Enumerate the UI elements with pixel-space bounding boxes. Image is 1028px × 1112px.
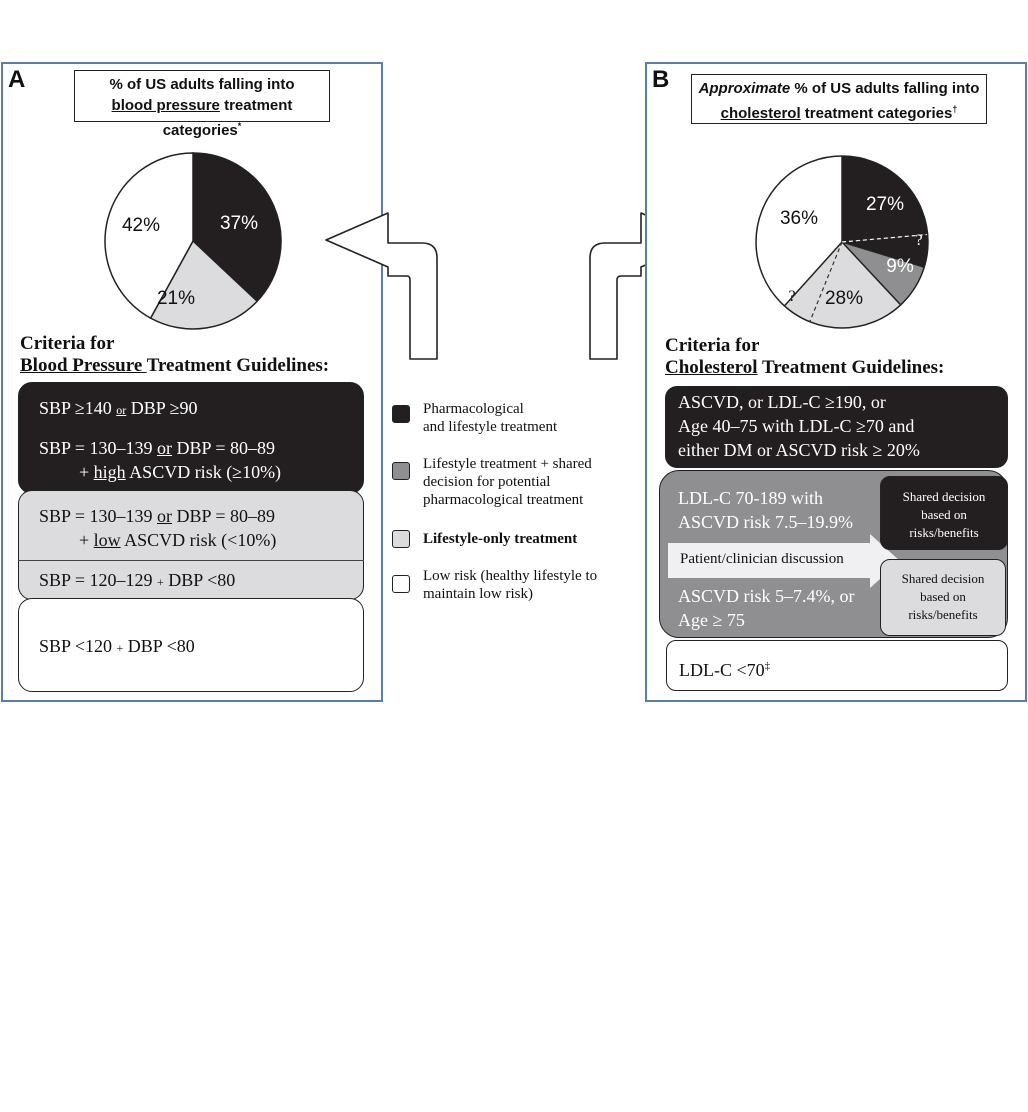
pie-a-slice-lifestyle-only-label: 21% (156, 288, 196, 309)
panel-a-title-line1: % of US adults falling into (109, 76, 295, 93)
shared-decision-dark: Shared decision based on risks/benefits (880, 476, 1008, 550)
bp-box2-line2: + low ASCVD risk (<10%) (79, 530, 277, 550)
bp-box1-line3: + high ASCVD risk (≥10%) (79, 462, 282, 482)
panel-b-title-line1: % of US adults falling into (790, 80, 980, 97)
panel-a-letter: A (8, 66, 26, 93)
shared-decision-light: Shared decision based on risks/benefits (880, 559, 1006, 636)
legend-label-lifestyle-only: Lifestyle-only treatment (423, 531, 578, 547)
chol-box2-line4: Age ≥ 75 (678, 610, 745, 630)
panel-b-title-rest: treatment categories (800, 105, 953, 122)
chol-box2-line3: ASCVD risk 5–7.4%, or (678, 586, 855, 606)
bp-box3-text: SBP <120 + DBP <80 (39, 636, 195, 656)
panel-b-title-mark: † (952, 104, 958, 114)
panel-b-letter: B (652, 66, 670, 93)
chol-box2-line1: LDL-C 70-189 with (678, 488, 823, 508)
chol-box1-line1: ASCVD, or LDL-C ≥190, or (678, 392, 886, 412)
pie-a-slice-low-risk-label: 42% (121, 215, 161, 236)
bp-box2-line3: SBP = 120–129 + DBP <80 (39, 570, 236, 590)
panel-a-title-mark: * (237, 121, 242, 131)
legend-label-pharmacological: Pharmacological and lifestyle treatment (423, 401, 558, 435)
pie-b-slice-pharmacological-label: 27% (865, 194, 905, 215)
panel-a-criteria-line1: Criteria for (20, 333, 115, 354)
chol-box3-text: LDL-C <70 (679, 660, 765, 680)
bp-box1-line1: SBP ≥140 or DBP ≥90 (39, 398, 198, 418)
panel-b-criteria-underlined: Cholesterol (665, 357, 758, 378)
chol-box1-line2: Age 40–75 with LDL-C ≥70 and (678, 416, 915, 436)
legend-label-low-risk: Low risk (healthy lifestyle to maintain low risk) (423, 568, 598, 602)
chol-box1-line3: either DM or ASCVD risk ≥ 20% (678, 440, 920, 460)
panel-b-title-underlined: cholesterol (720, 105, 801, 122)
pie-b-slice-shared-decision-label: 9% (886, 256, 914, 277)
panel-a-title-rest: treatment categories (162, 97, 293, 139)
chol-box3-mark: ‡ (764, 660, 771, 672)
bp-box1-line2: SBP = 130–139 or DBP = 80–89 (39, 438, 276, 458)
pie-b-slice-low-risk-label: 36% (779, 208, 819, 229)
legend-label-shared-decision: Lifestyle treatment + shared decision for potential pharmacological treatment (423, 456, 592, 508)
chol-box-low-risk (666, 640, 1008, 691)
pie-b-slice-pharmacological-uncertain-label: ? (915, 232, 923, 249)
panel-b-criteria-line1: Criteria for (665, 335, 760, 356)
pie-b-slice-lifestyle-uncertain-label: ? (788, 288, 796, 305)
discussion-arrow-label: Patient/clinician discussion (680, 551, 844, 567)
panel-a-title-underlined: blood pressure (111, 97, 220, 114)
bp-box2-line1: SBP = 130–139 or DBP = 80–89 (39, 506, 276, 526)
panel-a-criteria-underlined: Blood Pressure (20, 355, 147, 376)
panel-b-criteria-rest: Treatment Guidelines: (757, 357, 945, 378)
chol-box2-line2: ASCVD risk 7.5–19.9% (678, 512, 854, 532)
pie-b-slice-lifestyle-only-label: 28% (824, 288, 864, 309)
panel-a-criteria-rest: Treatment Guidelines: (146, 355, 330, 376)
panel-b-title-italic: Approximate (698, 80, 791, 97)
pie-a-slice-pharmacological-label: 37% (219, 213, 259, 234)
